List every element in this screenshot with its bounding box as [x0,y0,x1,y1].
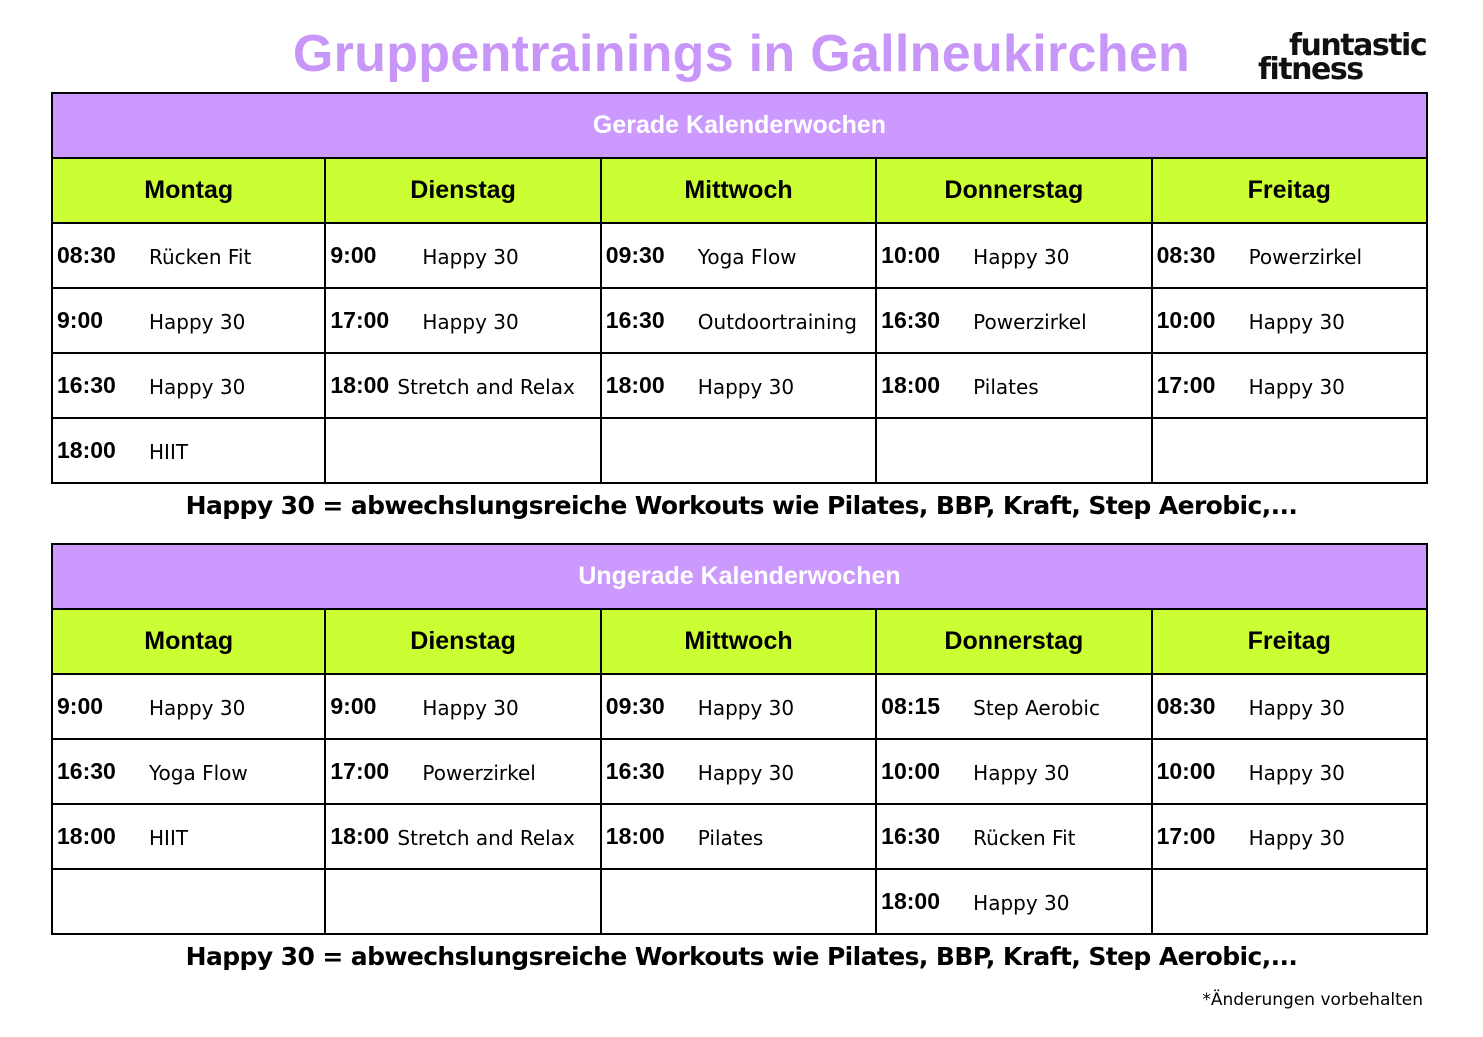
slot-class: HIIT [149,826,189,850]
slot-time: 08:30 [57,242,116,268]
slot-time: 18:00 [57,823,116,849]
slot-time: 10:00 [881,242,940,268]
happy-30-note: Happy 30 = abwechslungsreiche Workouts wie Pilates, BBP, Kraft, Step Aerobic,... [185,942,1298,971]
day-column-montag [51,610,326,935]
class-slot [877,419,1150,484]
class-slot [53,870,324,935]
slot-class: Happy 30 [973,761,1070,785]
slot-class: HIIT [149,440,189,464]
class-slot [877,805,1150,870]
slot-time: 17:00 [330,307,390,333]
day-column-montag [51,159,326,484]
slot-class: Powerzirkel [1248,245,1363,269]
slot-time: 08:30 [1156,693,1216,719]
logo-line-1: funtastic [1289,28,1427,63]
class-slot [877,740,1150,805]
slot-class: Happy 30 [1248,310,1345,334]
class-slot [602,805,875,870]
class-slot [326,805,599,870]
day-header: Freitag [1153,159,1426,224]
slot-class: Powerzirkel [422,761,536,785]
slot-time: 10:00 [881,758,940,784]
schedule-even-weeks [51,92,1428,484]
slot-class: Happy 30 [422,310,519,334]
class-slot [326,354,599,419]
day-column-donnerstag [877,159,1152,484]
slot-class: Happy 30 [149,696,246,720]
slot-time: 16:30 [881,823,940,849]
schedule-grid [51,157,1428,484]
class-slot [53,740,324,805]
day-header: Donnerstag [877,610,1150,675]
slot-time: 16:30 [57,372,116,398]
logo-line-2: fitness [1258,52,1363,87]
schedule-odd-weeks [51,543,1428,935]
class-slot [602,289,875,354]
slot-time: 18:00 [330,823,390,849]
class-slot [53,675,324,740]
class-slot [53,419,324,484]
slot-time: 9:00 [330,693,377,719]
class-slot [1153,224,1426,289]
slot-class: Happy 30 [1248,375,1345,399]
day-column-dienstag [326,610,601,935]
class-slot [326,289,599,354]
slot-time: 08:30 [1156,242,1216,268]
slot-class: Yoga Flow [149,761,248,785]
slot-time: 9:00 [330,242,377,268]
slot-time: 17:00 [1156,372,1216,398]
schedule-grid [51,608,1428,935]
slot-class: Pilates [973,375,1039,399]
day-column-donnerstag [877,610,1152,935]
day-header: Dienstag [326,610,599,675]
class-slot [1153,289,1426,354]
class-slot [326,740,599,805]
class-slot [877,870,1150,935]
slot-time: 18:00 [881,888,940,914]
class-slot [53,224,324,289]
schedule-banner: Gerade Kalenderwochen [51,94,1428,157]
class-slot [877,675,1150,740]
slot-time: 9:00 [57,693,104,719]
slot-class: Happy 30 [149,375,246,399]
slot-time: 18:00 [330,372,390,398]
slot-time: 18:00 [57,437,116,463]
slot-time: 18:00 [881,372,940,398]
class-slot [1153,740,1426,805]
day-header: Montag [53,159,324,224]
slot-class: Happy 30 [697,375,795,399]
slot-time: 10:00 [1156,307,1216,333]
day-header: Mittwoch [602,610,875,675]
slot-time: 18:00 [605,823,665,849]
class-slot [326,675,599,740]
class-slot [877,224,1150,289]
slot-time: 08:15 [881,693,940,719]
class-slot [602,419,875,484]
page-title: Gruppentrainings in Gallneukirchen [292,25,1191,83]
class-slot [877,289,1150,354]
class-slot [1153,675,1426,740]
slot-time: 16:30 [881,307,940,333]
day-header: Freitag [1153,610,1426,675]
day-column-freitag [1153,610,1428,935]
class-slot [53,805,324,870]
slot-class: Happy 30 [1248,761,1345,785]
slot-class: Outdoortraining [697,310,857,334]
happy-30-note: Happy 30 = abwechslungsreiche Workouts wie Pilates, BBP, Kraft, Step Aerobic,... [185,491,1298,520]
day-column-mittwoch [602,159,877,484]
day-header: Dienstag [326,159,599,224]
class-slot [326,224,599,289]
class-slot [326,419,599,484]
slot-class: Yoga Flow [697,245,797,269]
slot-class: Happy 30 [149,310,246,334]
slot-class: Pilates [697,826,764,850]
day-column-mittwoch [602,610,877,935]
slot-class: Happy 30 [1248,696,1345,720]
day-header: Montag [53,610,324,675]
slot-class: Stretch and Relax [397,826,575,850]
schedule-banner: Ungerade Kalenderwochen [51,545,1428,608]
slot-class: Rücken Fit [149,245,252,269]
slot-time: 9:00 [57,307,104,333]
slot-class: Stretch and Relax [397,375,575,399]
class-slot [1153,354,1426,419]
slot-time: 16:30 [605,758,665,784]
disclaimer: *Änderungen vorbehalten [1202,990,1423,1010]
day-header: Mittwoch [602,159,875,224]
class-slot [1153,805,1426,870]
slot-time: 10:00 [1156,758,1216,784]
class-slot [1153,870,1426,935]
class-slot [1153,419,1426,484]
day-column-freitag [1153,159,1428,484]
slot-time: 16:30 [57,758,116,784]
day-column-dienstag [326,159,601,484]
slot-time: 09:30 [605,242,665,268]
class-slot [602,354,875,419]
class-slot [602,675,875,740]
slot-time: 17:00 [330,758,390,784]
class-slot [877,354,1150,419]
slot-time: 18:00 [605,372,665,398]
slot-time: 17:00 [1156,823,1216,849]
slot-class: Happy 30 [1248,826,1345,850]
slot-class: Powerzirkel [973,310,1087,334]
brand-logo [1258,28,1438,87]
slot-time: 16:30 [605,307,665,333]
slot-class: Rücken Fit [973,826,1076,850]
slot-class: Happy 30 [697,696,795,720]
slot-time: 09:30 [605,693,665,719]
class-slot [53,354,324,419]
slot-class: Happy 30 [973,245,1070,269]
class-slot [53,289,324,354]
class-slot [326,870,599,935]
slot-class: Happy 30 [973,891,1070,915]
slot-class: Happy 30 [422,696,519,720]
class-slot [602,224,875,289]
day-header: Donnerstag [877,159,1150,224]
class-slot [602,740,875,805]
slot-class: Step Aerobic [973,696,1100,720]
class-slot [602,870,875,935]
slot-class: Happy 30 [697,761,795,785]
slot-class: Happy 30 [422,245,519,269]
